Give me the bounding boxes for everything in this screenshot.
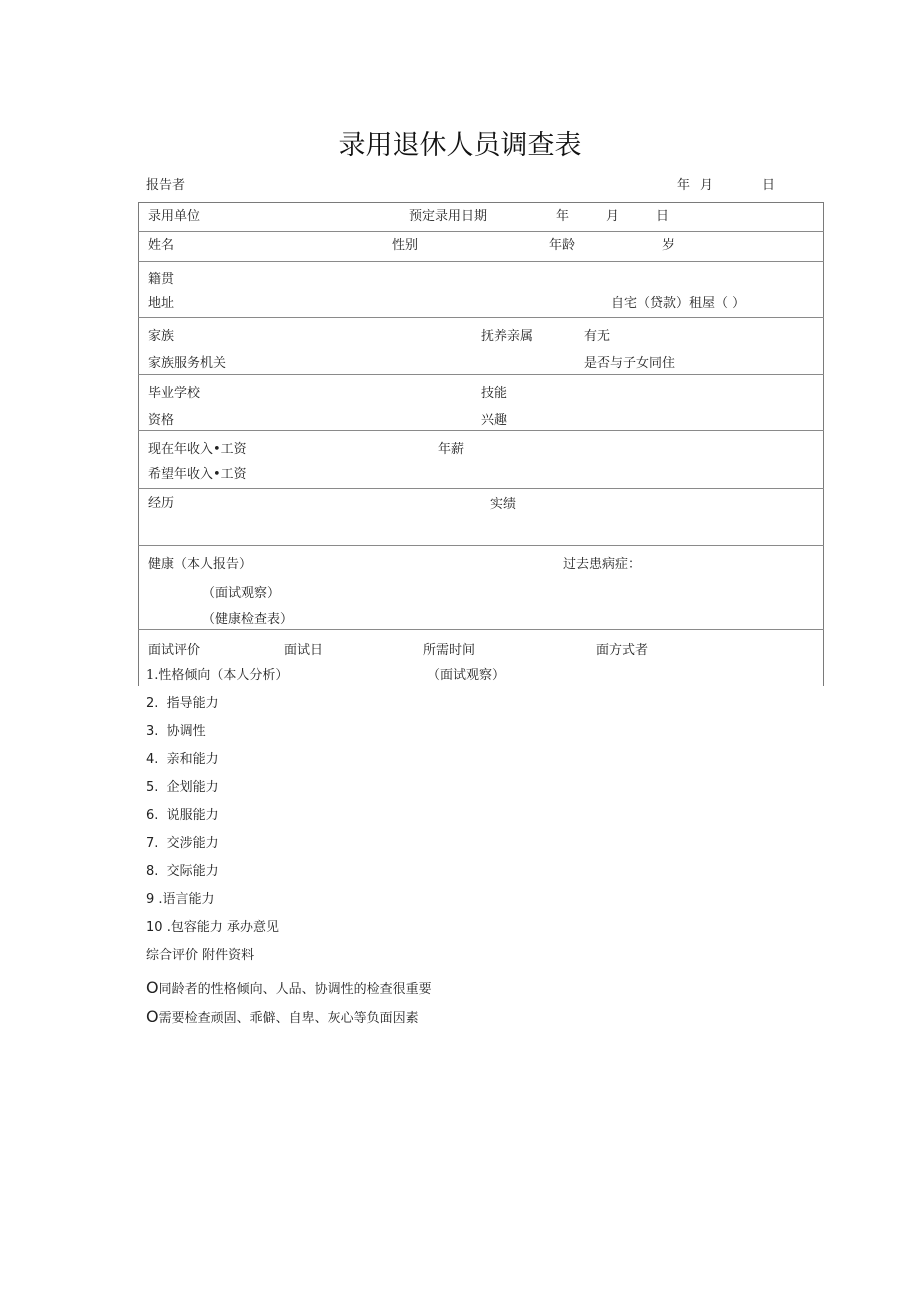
health-observe-label: （面试观察）	[202, 586, 281, 601]
family-label: 家族	[148, 329, 175, 344]
past-illness-label: 过去患病症：	[563, 557, 642, 572]
health-self-label: 健康（本人报告）	[148, 557, 253, 572]
interview-day-label: 面试日	[284, 643, 324, 658]
interests-label: 兴趣	[481, 413, 508, 428]
row-divider	[138, 317, 824, 318]
age-label: 年龄	[549, 238, 576, 253]
time-required-label: 所需时间	[423, 643, 476, 658]
header-year: 年	[677, 178, 691, 193]
list-item: 8. 交际能力	[146, 864, 219, 879]
list-item: 6. 说服能力	[146, 808, 219, 823]
table-top-border	[138, 202, 824, 203]
expected-income-label: 希望年收入•工资	[148, 467, 247, 482]
list-item: 5. 企划能力	[146, 780, 219, 795]
planned-year: 年	[556, 209, 570, 224]
age-unit: 岁	[662, 238, 676, 253]
circle-bullet: O	[146, 1007, 159, 1026]
name-label: 姓名	[148, 238, 175, 253]
skills-label: 技能	[481, 386, 508, 401]
planned-month: 月	[606, 209, 620, 224]
note-item: O需要检查顽固、乖僻、自卑、灰心等负面因素	[146, 1007, 419, 1026]
interview-eval-label: 面试评价	[148, 643, 201, 658]
planned-day: 日	[656, 209, 670, 224]
native-place-label: 籍贯	[148, 272, 175, 287]
circle-bullet: O	[146, 978, 159, 997]
row-divider	[138, 629, 824, 630]
experience-label: 经历	[148, 496, 175, 511]
row-divider	[138, 374, 824, 375]
page-title: 录用退休人员调查表	[338, 130, 582, 161]
row-divider	[138, 488, 824, 489]
employer-label: 录用单位	[148, 209, 201, 224]
note-item: O同龄者的性格倾向、人品、协调性的检查很重要	[146, 978, 432, 997]
family-employer-label: 家族服务机关	[148, 356, 227, 371]
reporter-label: 报告者	[146, 178, 186, 193]
current-income-label: 现在年收入•工资	[148, 442, 247, 457]
address-label: 地址	[148, 296, 175, 311]
planned-date-label: 预定录用日期	[409, 209, 488, 224]
list-item: 7. 交涉能力	[146, 836, 219, 851]
health-exam-label: （健康检查表）	[202, 612, 294, 627]
interviewer-label: 面方式者	[596, 643, 649, 658]
table-right-border	[823, 202, 824, 686]
row-divider	[138, 545, 824, 546]
header-month: 月	[700, 178, 714, 193]
housing-options: 自宅（贷款）租屋（ ）	[611, 296, 746, 311]
dependents-label: 抚养亲属	[481, 329, 534, 344]
row-divider	[138, 430, 824, 431]
achievements-label: 实绩	[490, 497, 517, 512]
list-item: 3. 协调性	[146, 724, 206, 739]
list-item: 2. 指导能力	[146, 696, 219, 711]
gender-label: 性别	[392, 238, 419, 253]
has-none-label: 有无	[584, 329, 611, 344]
list-item: 9 .语言能力	[146, 892, 215, 907]
summary-label: 综合评价 附件资料	[146, 948, 255, 963]
row-divider	[138, 261, 824, 262]
live-with-children-label: 是否与子女同住	[584, 356, 676, 371]
table-left-border	[138, 202, 139, 686]
personality-label: 1.性格倾向（本人分析）	[146, 668, 289, 683]
school-label: 毕业学校	[148, 386, 201, 401]
row-divider	[138, 231, 824, 232]
header-day: 日	[762, 178, 776, 193]
list-item: 4. 亲和能力	[146, 752, 219, 767]
list-item: 10 .包容能力 承办意见	[146, 920, 279, 935]
interview-observe-label: （面试观察）	[427, 668, 506, 683]
qualification-label: 资格	[148, 413, 175, 428]
annual-salary-label: 年薪	[438, 442, 465, 457]
